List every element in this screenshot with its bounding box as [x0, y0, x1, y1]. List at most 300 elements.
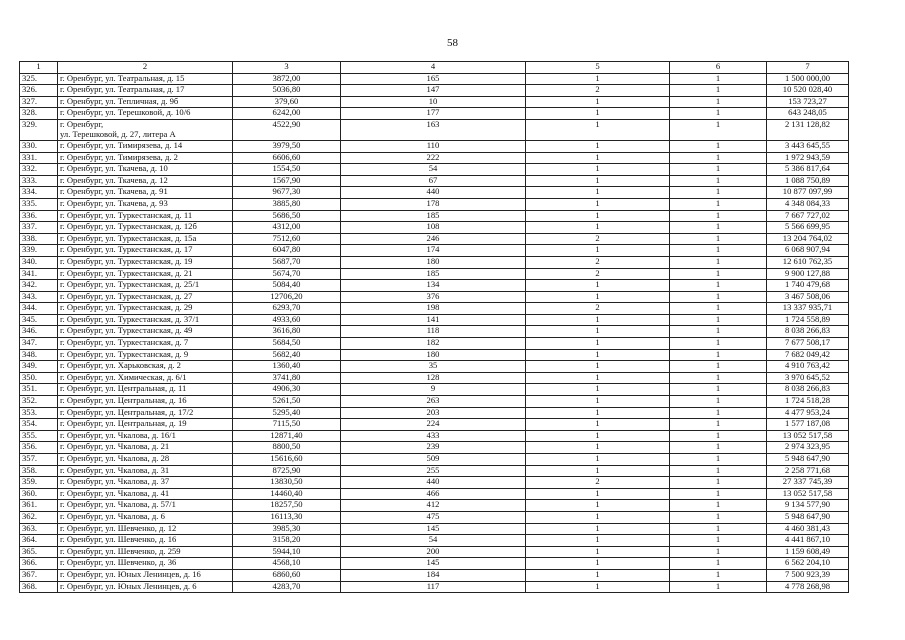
area-cell: 18257,50	[233, 500, 341, 512]
col5-cell: 1	[526, 280, 670, 292]
col6-cell: 1	[670, 175, 767, 187]
row-number-cell: 366.	[20, 558, 58, 570]
col5-cell: 1	[526, 245, 670, 257]
col5-cell: 1	[526, 511, 670, 523]
col6-cell: 1	[670, 222, 767, 234]
address-cell: г. Оренбург, ул. Шевченко, д. 259	[58, 546, 233, 558]
row-number-cell: 353.	[20, 407, 58, 419]
address-cell: г. Оренбург, ул. Туркестанская, д. 7	[58, 338, 233, 350]
col5-cell: 1	[526, 119, 670, 140]
amount-cell: 12 610 762,35	[767, 256, 849, 268]
address-cell: г. Оренбург, ул. Юных Ленинцев, д. 16	[58, 569, 233, 581]
address-cell: г. Оренбург, ул. Ткачева, д. 10	[58, 164, 233, 176]
col6-cell: 1	[670, 569, 767, 581]
col6-cell: 1	[670, 85, 767, 97]
row-number-cell: 335.	[20, 198, 58, 210]
col6-cell: 1	[670, 372, 767, 384]
table-row	[20, 140, 849, 152]
table-row	[20, 558, 849, 570]
col5-cell: 1	[526, 140, 670, 152]
col6-cell: 1	[670, 361, 767, 373]
area-cell: 14460,40	[233, 488, 341, 500]
col4-cell: 174	[341, 245, 526, 257]
col6-cell: 1	[670, 256, 767, 268]
table-row	[20, 511, 849, 523]
table-row	[20, 430, 849, 442]
col4-cell: 54	[341, 535, 526, 547]
table-row	[20, 314, 849, 326]
row-number-cell: 365.	[20, 546, 58, 558]
address-cell: г. Оренбург, ул. Центральная, д. 16	[58, 396, 233, 408]
table-row	[20, 175, 849, 187]
area-cell: 5686,50	[233, 210, 341, 222]
address-cell: г. Оренбург, ул. Тепличная, д. 9б	[58, 96, 233, 108]
area-cell: 16113,30	[233, 511, 341, 523]
col4-cell: 440	[341, 477, 526, 489]
col6-cell: 1	[670, 96, 767, 108]
amount-cell: 2 974 323,95	[767, 442, 849, 454]
amount-cell: 4 441 867,10	[767, 535, 849, 547]
col5-cell: 1	[526, 500, 670, 512]
area-cell: 1360,40	[233, 361, 341, 373]
row-number-cell: 339.	[20, 245, 58, 257]
amount-cell: 3 443 645,55	[767, 140, 849, 152]
col5-cell: 1	[526, 187, 670, 199]
col6-cell: 1	[670, 511, 767, 523]
area-cell: 379,60	[233, 96, 341, 108]
amount-cell: 7 682 049,42	[767, 349, 849, 361]
col5-cell: 1	[526, 407, 670, 419]
area-cell: 12706,20	[233, 291, 341, 303]
col5-cell: 1	[526, 222, 670, 234]
area-cell: 4522,90	[233, 119, 341, 140]
col4-cell: 255	[341, 465, 526, 477]
col4-cell: 440	[341, 187, 526, 199]
amount-cell: 1 577 187,08	[767, 419, 849, 431]
col5-cell: 1	[526, 73, 670, 85]
area-cell: 5295,40	[233, 407, 341, 419]
header-cell: 1	[20, 62, 58, 74]
amount-cell: 5 566 699,95	[767, 222, 849, 234]
col5-cell: 1	[526, 546, 670, 558]
area-cell: 5684,50	[233, 338, 341, 350]
area-cell: 4283,70	[233, 581, 341, 593]
amount-cell: 4 778 268,98	[767, 581, 849, 593]
col5-cell: 1	[526, 152, 670, 164]
col4-cell: 178	[341, 198, 526, 210]
address-cell: г. Оренбург, ул. Терешковой, д. 27, литера А	[58, 119, 233, 140]
amount-cell: 1 724 558,89	[767, 314, 849, 326]
amount-cell: 4 477 953,24	[767, 407, 849, 419]
table-row	[20, 119, 849, 140]
col6-cell: 1	[670, 303, 767, 315]
area-cell: 5084,40	[233, 280, 341, 292]
area-cell: 5687,70	[233, 256, 341, 268]
area-cell: 4568,10	[233, 558, 341, 570]
col4-cell: 110	[341, 140, 526, 152]
address-cell: г. Оренбург, ул. Чкалова, д. 41	[58, 488, 233, 500]
area-cell: 4312,00	[233, 222, 341, 234]
address-cell: г. Оренбург, ул. Тимирязева, д. 2	[58, 152, 233, 164]
col4-cell: 10	[341, 96, 526, 108]
table-row	[20, 245, 849, 257]
col4-cell: 246	[341, 233, 526, 245]
col5-cell: 1	[526, 581, 670, 593]
address-cell: г. Оренбург, ул. Шевченко, д. 36	[58, 558, 233, 570]
amount-cell: 3 970 645,52	[767, 372, 849, 384]
col6-cell: 1	[670, 245, 767, 257]
amount-cell: 9 134 577,90	[767, 500, 849, 512]
col5-cell: 1	[526, 396, 670, 408]
col4-cell: 376	[341, 291, 526, 303]
row-number-cell: 333.	[20, 175, 58, 187]
col5-cell: 1	[526, 442, 670, 454]
row-number-cell: 355.	[20, 430, 58, 442]
row-number-cell: 327.	[20, 96, 58, 108]
row-number-cell: 362.	[20, 511, 58, 523]
col5-cell: 1	[526, 198, 670, 210]
col4-cell: 147	[341, 85, 526, 97]
row-number-cell: 332.	[20, 164, 58, 176]
amount-cell: 643 248,05	[767, 108, 849, 120]
col5-cell: 1	[526, 361, 670, 373]
row-number-cell: 343.	[20, 291, 58, 303]
col6-cell: 1	[670, 454, 767, 466]
table-row	[20, 372, 849, 384]
amount-cell: 13 204 764,02	[767, 233, 849, 245]
col6-cell: 1	[670, 523, 767, 535]
col6-cell: 1	[670, 581, 767, 593]
address-cell: г. Оренбург, ул. Туркестанская, д. 15а	[58, 233, 233, 245]
col4-cell: 185	[341, 268, 526, 280]
header-cell: 2	[58, 62, 233, 74]
col4-cell: 145	[341, 558, 526, 570]
col4-cell: 203	[341, 407, 526, 419]
table-row	[20, 268, 849, 280]
address-cell: г. Оренбург, ул. Терешковой, д. 10/6	[58, 108, 233, 120]
address-cell: г. Оренбург, ул. Туркестанская, д. 11	[58, 210, 233, 222]
address-cell: г. Оренбург, ул. Чкалова, д. 57/1	[58, 500, 233, 512]
row-number-cell: 359.	[20, 477, 58, 489]
table-row	[20, 233, 849, 245]
area-cell: 3979,50	[233, 140, 341, 152]
amount-cell: 8 038 266,83	[767, 326, 849, 338]
area-cell: 6293,70	[233, 303, 341, 315]
table-row	[20, 384, 849, 396]
table-body	[20, 73, 849, 593]
col5-cell: 1	[526, 488, 670, 500]
address-cell: г. Оренбург, ул. Туркестанская, д. 21	[58, 268, 233, 280]
table-row	[20, 96, 849, 108]
col4-cell: 198	[341, 303, 526, 315]
amount-cell: 3 467 508,06	[767, 291, 849, 303]
row-number-cell: 347.	[20, 338, 58, 350]
col6-cell: 1	[670, 430, 767, 442]
area-cell: 15616,60	[233, 454, 341, 466]
table-row	[20, 85, 849, 97]
col5-cell: 1	[526, 430, 670, 442]
amount-cell: 10 520 028,40	[767, 85, 849, 97]
address-cell: г. Оренбург, ул. Театральная, д. 17	[58, 85, 233, 97]
col4-cell: 163	[341, 119, 526, 140]
area-cell: 1567,90	[233, 175, 341, 187]
col5-cell: 1	[526, 314, 670, 326]
col6-cell: 1	[670, 477, 767, 489]
amount-cell: 1 972 943,59	[767, 152, 849, 164]
col6-cell: 1	[670, 152, 767, 164]
table-row	[20, 338, 849, 350]
area-cell: 4933,60	[233, 314, 341, 326]
header-cell: 5	[526, 62, 670, 74]
area-cell: 5036,80	[233, 85, 341, 97]
col4-cell: 182	[341, 338, 526, 350]
amount-cell: 10 877 097,99	[767, 187, 849, 199]
row-number-cell: 349.	[20, 361, 58, 373]
address-cell: г. Оренбург, ул. Ткачева, д. 91	[58, 187, 233, 199]
col5-cell: 1	[526, 291, 670, 303]
col6-cell: 1	[670, 338, 767, 350]
table-row	[20, 407, 849, 419]
col5-cell: 2	[526, 477, 670, 489]
col6-cell: 1	[670, 108, 767, 120]
address-cell: г. Оренбург, ул. Шевченко, д. 12	[58, 523, 233, 535]
address-cell: г. Оренбург, ул. Туркестанская, д. 29	[58, 303, 233, 315]
col5-cell: 1	[526, 372, 670, 384]
area-cell: 6242,00	[233, 108, 341, 120]
amount-cell: 1 500 000,00	[767, 73, 849, 85]
row-number-cell: 368.	[20, 581, 58, 593]
area-cell: 12871,40	[233, 430, 341, 442]
area-cell: 3885,80	[233, 198, 341, 210]
col6-cell: 1	[670, 442, 767, 454]
col5-cell: 1	[526, 569, 670, 581]
col5-cell: 1	[526, 384, 670, 396]
col5-cell: 1	[526, 535, 670, 547]
area-cell: 5261,50	[233, 396, 341, 408]
address-cell: г. Оренбург, ул. Тимирязева, д. 14	[58, 140, 233, 152]
amount-cell: 7 500 923,39	[767, 569, 849, 581]
col6-cell: 1	[670, 164, 767, 176]
table-row	[20, 164, 849, 176]
row-number-cell: 334.	[20, 187, 58, 199]
address-cell: г. Оренбург, ул. Чкалова, д. 6	[58, 511, 233, 523]
amount-cell: 27 337 745,39	[767, 477, 849, 489]
address-cell: г. Оренбург, ул. Туркестанская, д. 9	[58, 349, 233, 361]
amount-cell: 4 348 084,33	[767, 198, 849, 210]
area-cell: 3872,00	[233, 73, 341, 85]
col4-cell: 263	[341, 396, 526, 408]
area-cell: 3741,80	[233, 372, 341, 384]
table-row	[20, 500, 849, 512]
col4-cell: 35	[341, 361, 526, 373]
area-cell: 7512,60	[233, 233, 341, 245]
col5-cell: 1	[526, 326, 670, 338]
address-cell: г. Оренбург, ул. Шевченко, д. 16	[58, 535, 233, 547]
amount-cell: 5 948 647,90	[767, 511, 849, 523]
header-cell: 4	[341, 62, 526, 74]
table-row	[20, 396, 849, 408]
address-cell: г. Оренбург, ул. Центральная, д. 19	[58, 419, 233, 431]
col6-cell: 1	[670, 140, 767, 152]
address-cell: г. Оренбург, ул. Туркестанская, д. 27	[58, 291, 233, 303]
col5-cell: 2	[526, 233, 670, 245]
table-row	[20, 465, 849, 477]
col4-cell: 118	[341, 326, 526, 338]
col6-cell: 1	[670, 349, 767, 361]
col4-cell: 108	[341, 222, 526, 234]
col6-cell: 1	[670, 210, 767, 222]
table-row	[20, 303, 849, 315]
col4-cell: 177	[341, 108, 526, 120]
table-row	[20, 326, 849, 338]
table-row	[20, 108, 849, 120]
row-number-cell: 348.	[20, 349, 58, 361]
address-cell: г. Оренбург, ул. Чкалова, д. 31	[58, 465, 233, 477]
area-cell: 3985,30	[233, 523, 341, 535]
address-cell: г. Оренбург, ул. Туркестанская, д. 25/1	[58, 280, 233, 292]
area-cell: 9677,30	[233, 187, 341, 199]
col4-cell: 222	[341, 152, 526, 164]
col6-cell: 1	[670, 233, 767, 245]
table-row	[20, 187, 849, 199]
header-cell: 6	[670, 62, 767, 74]
amount-cell: 4 910 763,42	[767, 361, 849, 373]
col4-cell: 165	[341, 73, 526, 85]
table-row	[20, 222, 849, 234]
col4-cell: 54	[341, 164, 526, 176]
col6-cell: 1	[670, 465, 767, 477]
col5-cell: 1	[526, 338, 670, 350]
col5-cell: 2	[526, 256, 670, 268]
area-cell: 13830,50	[233, 477, 341, 489]
col6-cell: 1	[670, 488, 767, 500]
table-row	[20, 291, 849, 303]
row-number-cell: 361.	[20, 500, 58, 512]
address-cell: г. Оренбург, ул. Туркестанская, д. 17	[58, 245, 233, 257]
table-row	[20, 581, 849, 593]
row-number-cell: 350.	[20, 372, 58, 384]
row-number-cell: 367.	[20, 569, 58, 581]
col5-cell: 1	[526, 419, 670, 431]
row-number-cell: 352.	[20, 396, 58, 408]
address-cell: г. Оренбург, ул. Ткачева, д. 12	[58, 175, 233, 187]
row-number-cell: 360.	[20, 488, 58, 500]
area-cell: 8725,90	[233, 465, 341, 477]
row-number-cell: 357.	[20, 454, 58, 466]
col5-cell: 1	[526, 558, 670, 570]
area-cell: 6606,60	[233, 152, 341, 164]
area-cell: 1554,50	[233, 164, 341, 176]
col4-cell: 185	[341, 210, 526, 222]
address-cell: г. Оренбург, ул. Чкалова, д. 37	[58, 477, 233, 489]
row-number-cell: 344.	[20, 303, 58, 315]
row-number-cell: 351.	[20, 384, 58, 396]
col4-cell: 141	[341, 314, 526, 326]
col6-cell: 1	[670, 119, 767, 140]
col6-cell: 1	[670, 546, 767, 558]
row-number-cell: 337.	[20, 222, 58, 234]
table-row	[20, 419, 849, 431]
col5-cell: 1	[526, 465, 670, 477]
table-row	[20, 569, 849, 581]
header-cell: 7	[767, 62, 849, 74]
amount-cell: 153 723,27	[767, 96, 849, 108]
table-row	[20, 280, 849, 292]
row-number-cell: 329.	[20, 119, 58, 140]
col6-cell: 1	[670, 384, 767, 396]
col6-cell: 1	[670, 73, 767, 85]
address-cell: г. Оренбург, ул. Чкалова, д. 16/1	[58, 430, 233, 442]
address-cell: г. Оренбург, ул. Туркестанская, д. 12б	[58, 222, 233, 234]
col4-cell: 475	[341, 511, 526, 523]
table-row	[20, 477, 849, 489]
col4-cell: 67	[341, 175, 526, 187]
address-cell: г. Оренбург, ул. Туркестанская, д. 19	[58, 256, 233, 268]
col5-cell: 1	[526, 523, 670, 535]
col6-cell: 1	[670, 198, 767, 210]
table-row	[20, 73, 849, 85]
col5-cell: 1	[526, 349, 670, 361]
col4-cell: 239	[341, 442, 526, 454]
table-row	[20, 210, 849, 222]
area-cell: 5674,70	[233, 268, 341, 280]
address-cell: г. Оренбург, ул. Туркестанская, д. 37/1	[58, 314, 233, 326]
header-row	[20, 62, 849, 74]
col6-cell: 1	[670, 419, 767, 431]
table-row	[20, 152, 849, 164]
amount-cell: 6 562 204,10	[767, 558, 849, 570]
amount-cell: 13 337 935,71	[767, 303, 849, 315]
row-number-cell: 358.	[20, 465, 58, 477]
amount-cell: 2 258 771,68	[767, 465, 849, 477]
area-cell: 3158,20	[233, 535, 341, 547]
row-number-cell: 345.	[20, 314, 58, 326]
row-number-cell: 356.	[20, 442, 58, 454]
page-number: 58	[447, 37, 458, 49]
col6-cell: 1	[670, 535, 767, 547]
col5-cell: 2	[526, 85, 670, 97]
col6-cell: 1	[670, 558, 767, 570]
col4-cell: 117	[341, 581, 526, 593]
amount-cell: 2 131 128,82	[767, 119, 849, 140]
col5-cell: 1	[526, 108, 670, 120]
col6-cell: 1	[670, 280, 767, 292]
col5-cell: 1	[526, 164, 670, 176]
amount-cell: 13 052 517,58	[767, 488, 849, 500]
table-row	[20, 442, 849, 454]
amount-cell: 7 667 727,02	[767, 210, 849, 222]
col6-cell: 1	[670, 187, 767, 199]
col4-cell: 180	[341, 256, 526, 268]
area-cell: 5682,40	[233, 349, 341, 361]
address-cell: г. Оренбург, ул. Центральная, д. 17/2	[58, 407, 233, 419]
col4-cell: 509	[341, 454, 526, 466]
col5-cell: 1	[526, 454, 670, 466]
address-cell: г. Оренбург, ул. Харьковская, д. 2	[58, 361, 233, 373]
table-row	[20, 546, 849, 558]
table-row	[20, 361, 849, 373]
table-row	[20, 523, 849, 535]
row-number-cell: 331.	[20, 152, 58, 164]
col4-cell: 180	[341, 349, 526, 361]
row-number-cell: 341.	[20, 268, 58, 280]
amount-cell: 4 460 381,43	[767, 523, 849, 535]
area-cell: 6860,60	[233, 569, 341, 581]
row-number-cell: 326.	[20, 85, 58, 97]
address-cell: г. Оренбург, ул. Центральная, д. 11	[58, 384, 233, 396]
address-cell: г. Оренбург, ул. Юных Ленинцев, д. 6	[58, 581, 233, 593]
col6-cell: 1	[670, 396, 767, 408]
